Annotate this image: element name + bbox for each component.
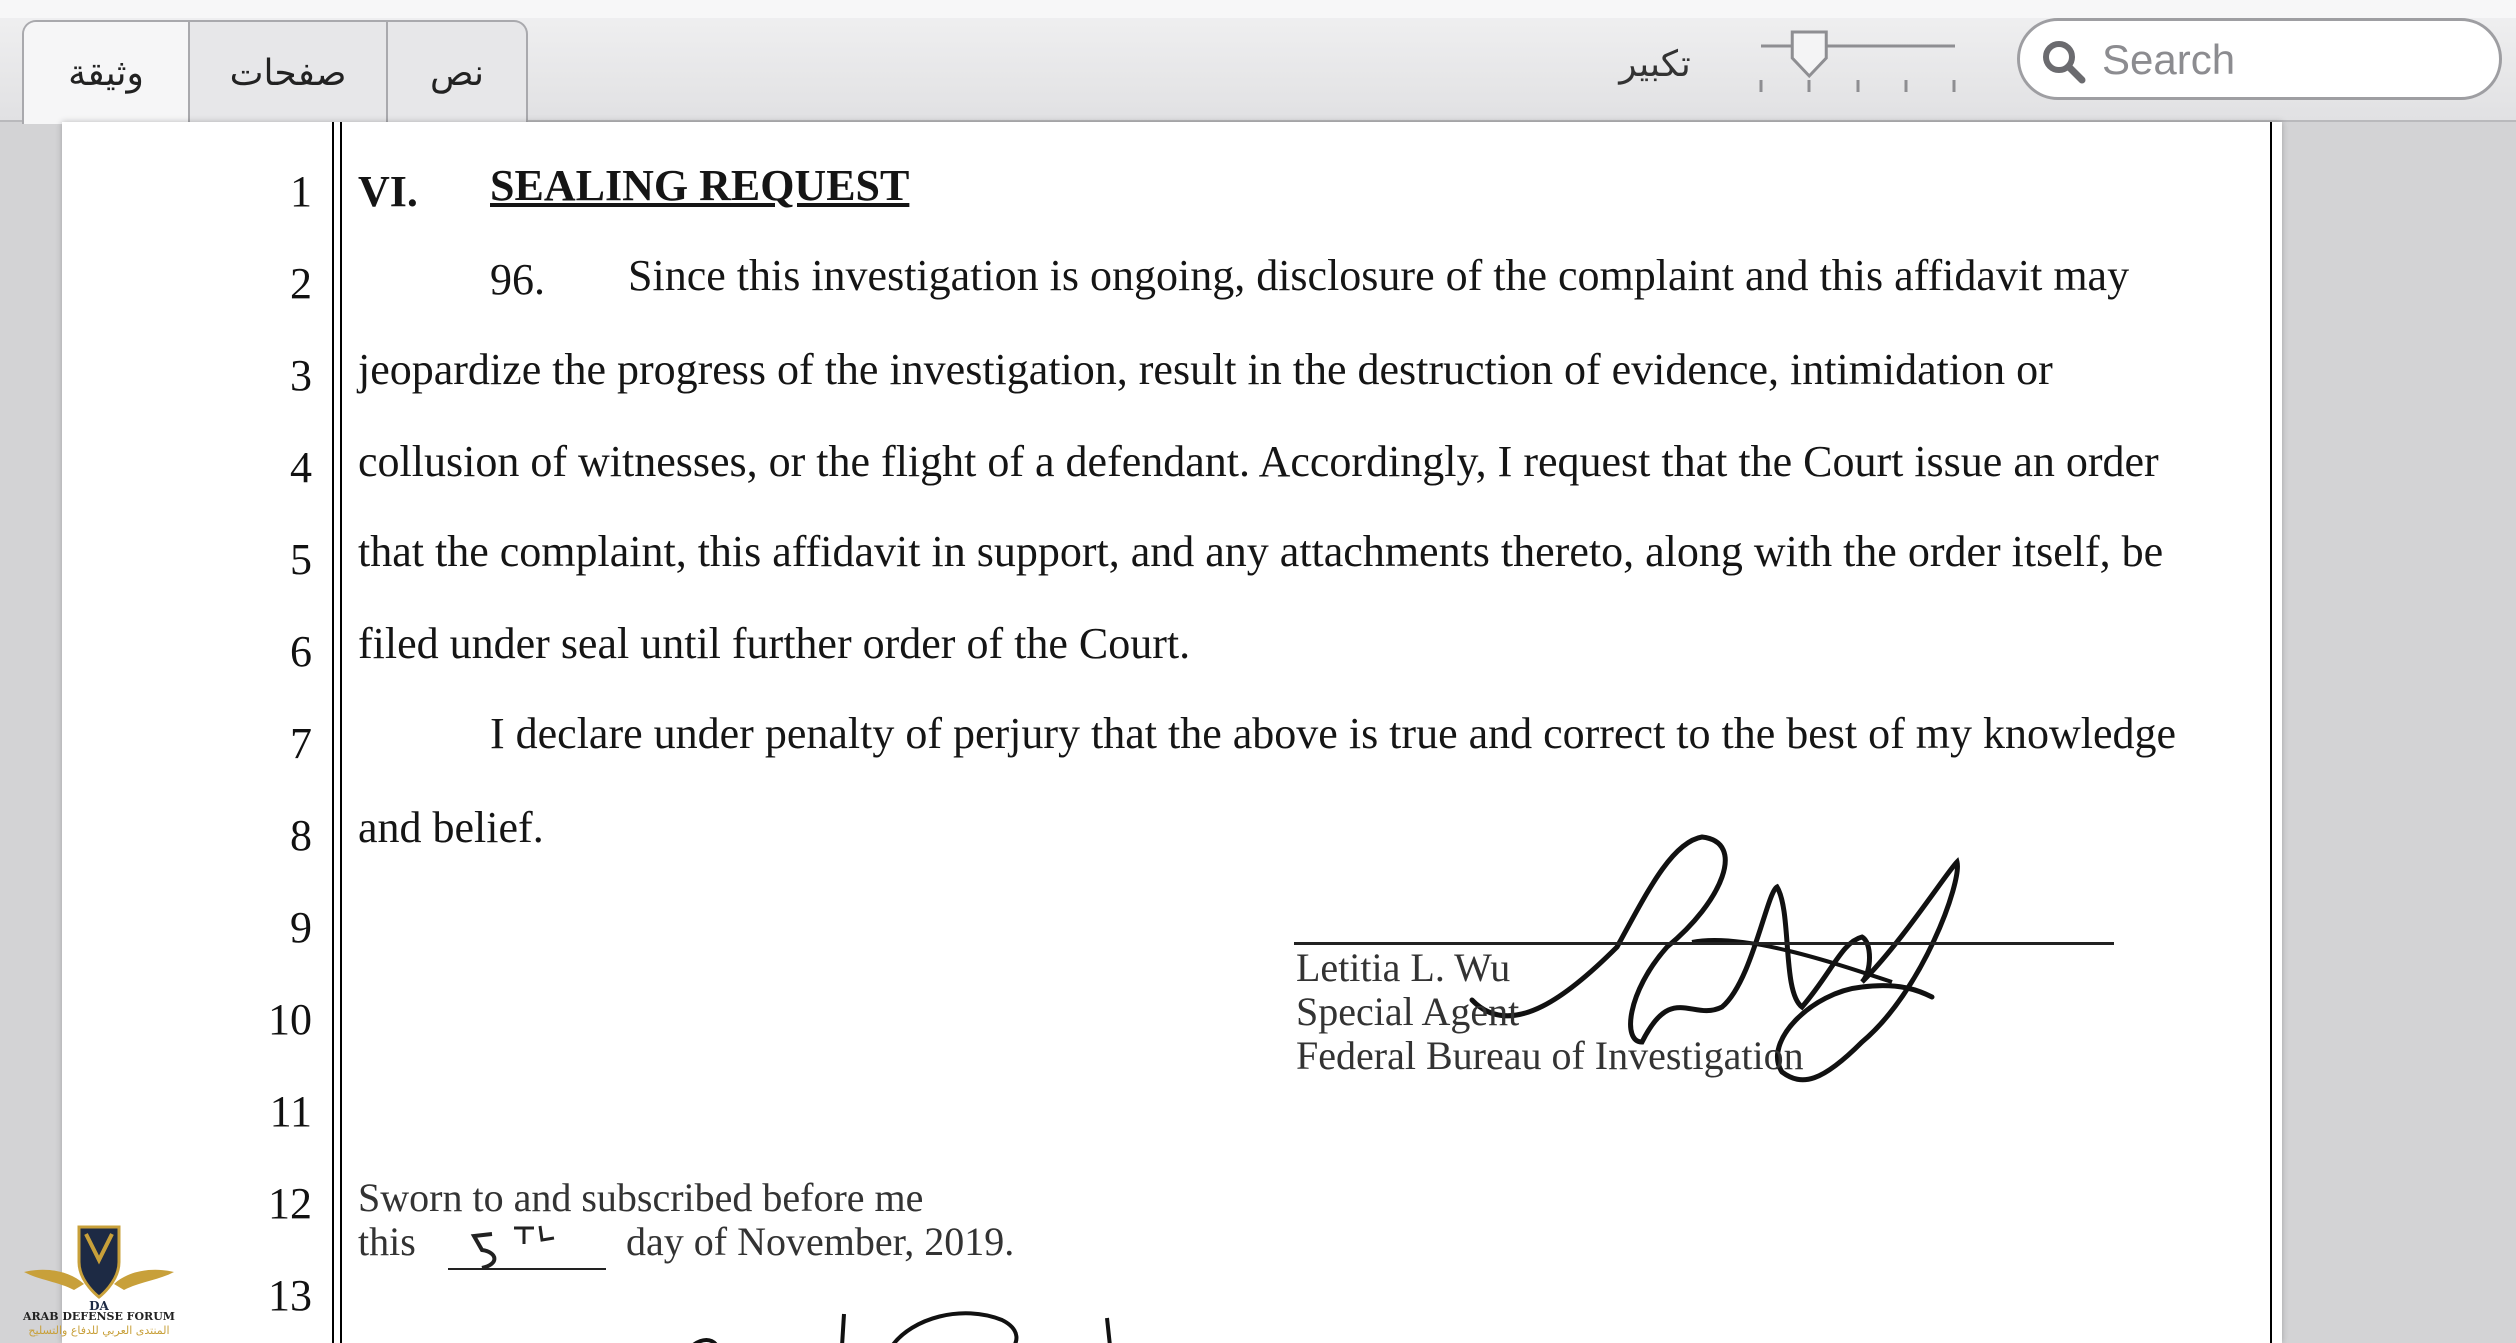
view-tabs: [22, 20, 528, 124]
zoom-label: تكبير: [1619, 44, 1691, 85]
section-number: VI.: [358, 167, 418, 216]
toolbar: [0, 0, 2516, 122]
signer-name: Letitia L. Wu: [1296, 945, 1511, 990]
shield-icon: [14, 1212, 184, 1312]
text-line: jeopardize the progress of the investigation, result in the destruction of evidence, intimidation or: [358, 345, 2053, 394]
line-number: 3: [290, 351, 312, 400]
line-number: 6: [290, 627, 312, 676]
text-line: that the complaint, this affidavit in support, and any attachments thereto, along with the order itself, be: [358, 527, 2164, 576]
line-number: 5: [290, 535, 312, 584]
forum-logo-watermark: [14, 1212, 184, 1342]
search-box[interactable]: [2017, 18, 2502, 100]
sworn-line: Sworn to and subscribed before me: [358, 1175, 924, 1220]
day-underline: [448, 1268, 606, 1270]
line-number: 10: [268, 995, 312, 1044]
margin-rule: [340, 122, 342, 1343]
line-number: 4: [290, 443, 312, 492]
text-line: Since this investigation is ongoing, disclosure of the complaint and this affidavit may: [628, 251, 2130, 300]
top-strip: [0, 0, 2516, 18]
text-line: collusion of witnesses, or the flight of a defendant. Accordingly, I request that the Court issue an order: [358, 437, 2159, 486]
tab-pages[interactable]: صفحات: [190, 22, 388, 124]
tab-document[interactable]: وثيقة: [24, 22, 190, 124]
line-number: 11: [269, 1087, 312, 1136]
zoom-slider-thumb[interactable]: [1792, 32, 1826, 76]
signer-title: Special Agent: [1296, 989, 1520, 1034]
handwritten-day: [462, 1222, 592, 1282]
search-icon: [2040, 38, 2086, 84]
declaration-end: and belief.: [358, 803, 544, 852]
paragraph-number: 96.: [490, 255, 545, 304]
sworn-this: this: [358, 1219, 416, 1264]
line-number: 2: [290, 259, 312, 308]
margin-rule: [332, 122, 334, 1343]
line-number: 1: [290, 167, 312, 216]
margin-rule-right: [2270, 122, 2272, 1343]
text-line: filed under seal until further order of the Court.: [358, 619, 1191, 668]
line-number: 9: [290, 903, 312, 952]
bottom-signature-fragment: [662, 1308, 1122, 1343]
svg-text:DA: DA: [89, 1299, 109, 1312]
document-page[interactable]: [62, 122, 2282, 1343]
sworn-date: day of November, 2019.: [626, 1219, 1015, 1264]
zoom-slider[interactable]: [1755, 30, 1960, 100]
declaration-text: I declare under penalty of perjury that the above is true and correct to the best of my knowledge: [490, 709, 2177, 758]
line-number: 13: [268, 1271, 312, 1320]
line-number: 12: [268, 1179, 312, 1228]
search-input[interactable]: [2100, 31, 2484, 89]
tab-text[interactable]: نص: [429, 52, 485, 94]
signer-agency: Federal Bureau of Investigation: [1296, 1033, 1804, 1078]
line-number: 7: [290, 719, 312, 768]
section-title: SEALING REQUEST: [490, 161, 910, 210]
forum-name: ARAB DEFENSE FORUM: [23, 1310, 175, 1323]
line-number: 8: [290, 811, 312, 860]
forum-name-arabic: المنتدى العربي للدفاع والتسليح: [28, 1324, 170, 1337]
